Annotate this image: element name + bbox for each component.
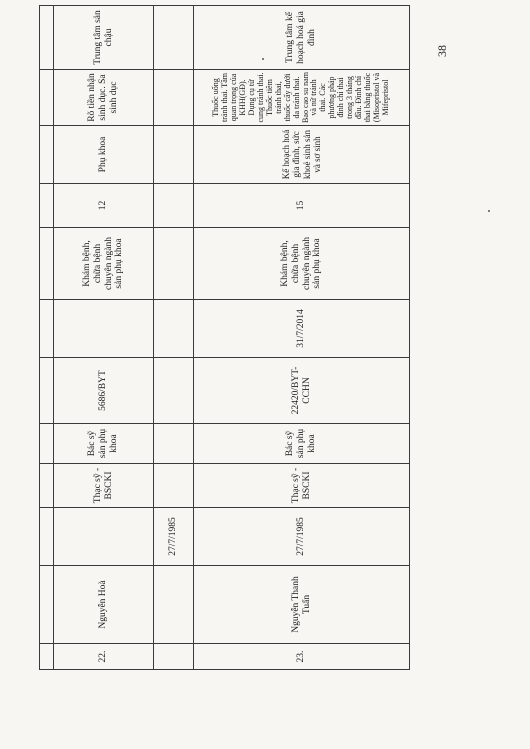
cell-cert: 5686/BYT (54, 358, 154, 424)
page-number: 38 (435, 45, 449, 57)
cell-degree: Thạc sỹ - BSCKI (54, 464, 154, 508)
table-row-22 (54, 6, 154, 670)
scan-speck (262, 58, 264, 60)
cell-name: Nguyễn Hoà (54, 566, 154, 644)
cell-no: 23. (194, 644, 410, 670)
cell-dob: 27/7/1985 (194, 508, 410, 566)
rotated-table-container (39, 6, 409, 670)
cell-risk: Rõ tiền nhận sinh dục. Sa sinh dục (54, 70, 154, 126)
cell-unit: Trung tâm kế hoạch hoá gia đình (194, 6, 410, 70)
cell-cert: 22420/BYT-CCHN (194, 358, 410, 424)
table-row-23 (194, 6, 410, 670)
cell-content: Thuốc uống tránh thai. Tầm quan trọng của KHH(GĐ). Dụng cụ tử cung tránh thai. Thuốc tiêm tránh thai, thuốc cấy dưới da tránh thai. Bao cao su nam và nữ tránh thai. Các phương pháp đình chỉ thai trong 3 tháng đầu. Đình chỉ thai bằng thuốc (Misopristol và Mifepristol (194, 70, 410, 126)
cell-specialty: Bác sỹ sản phụ khoa (54, 424, 154, 464)
table-row (40, 6, 54, 670)
cell-date: 31/7/2014 (194, 300, 410, 358)
cell-unit: Trung tâm sản chậu (54, 6, 154, 70)
scan-speck (488, 210, 490, 212)
cell-hours: 12 (54, 184, 154, 228)
cell-hours: 15 (194, 184, 410, 228)
cell-scope: Khám bệnh, chữa bệnh chuyên ngành sản phụ khoa (54, 228, 154, 300)
cell-date (54, 300, 154, 358)
cell-degree: Thạc sỹ - BSCKI (194, 464, 410, 508)
cell-scope: Khám bệnh, chữa bệnh chuyên ngành sản phụ khoa (194, 228, 410, 300)
cell-dob (54, 508, 154, 566)
cell-dob-22: 27/7/1985 (154, 508, 194, 566)
cell-name: Nguyễn Thanh Tuấn (194, 566, 410, 644)
cell-no: 22. (54, 644, 154, 670)
cell-specialty: Bác sỹ sản phụ khoa (194, 424, 410, 464)
cell-exam: Phụ khoa (54, 126, 154, 184)
table-row-22-cont (154, 6, 194, 670)
cell-exam: Kế hoạch hoá gia đình, sức khoẻ sinh sản và sơ sinh (194, 126, 410, 184)
staff-table (39, 5, 410, 670)
